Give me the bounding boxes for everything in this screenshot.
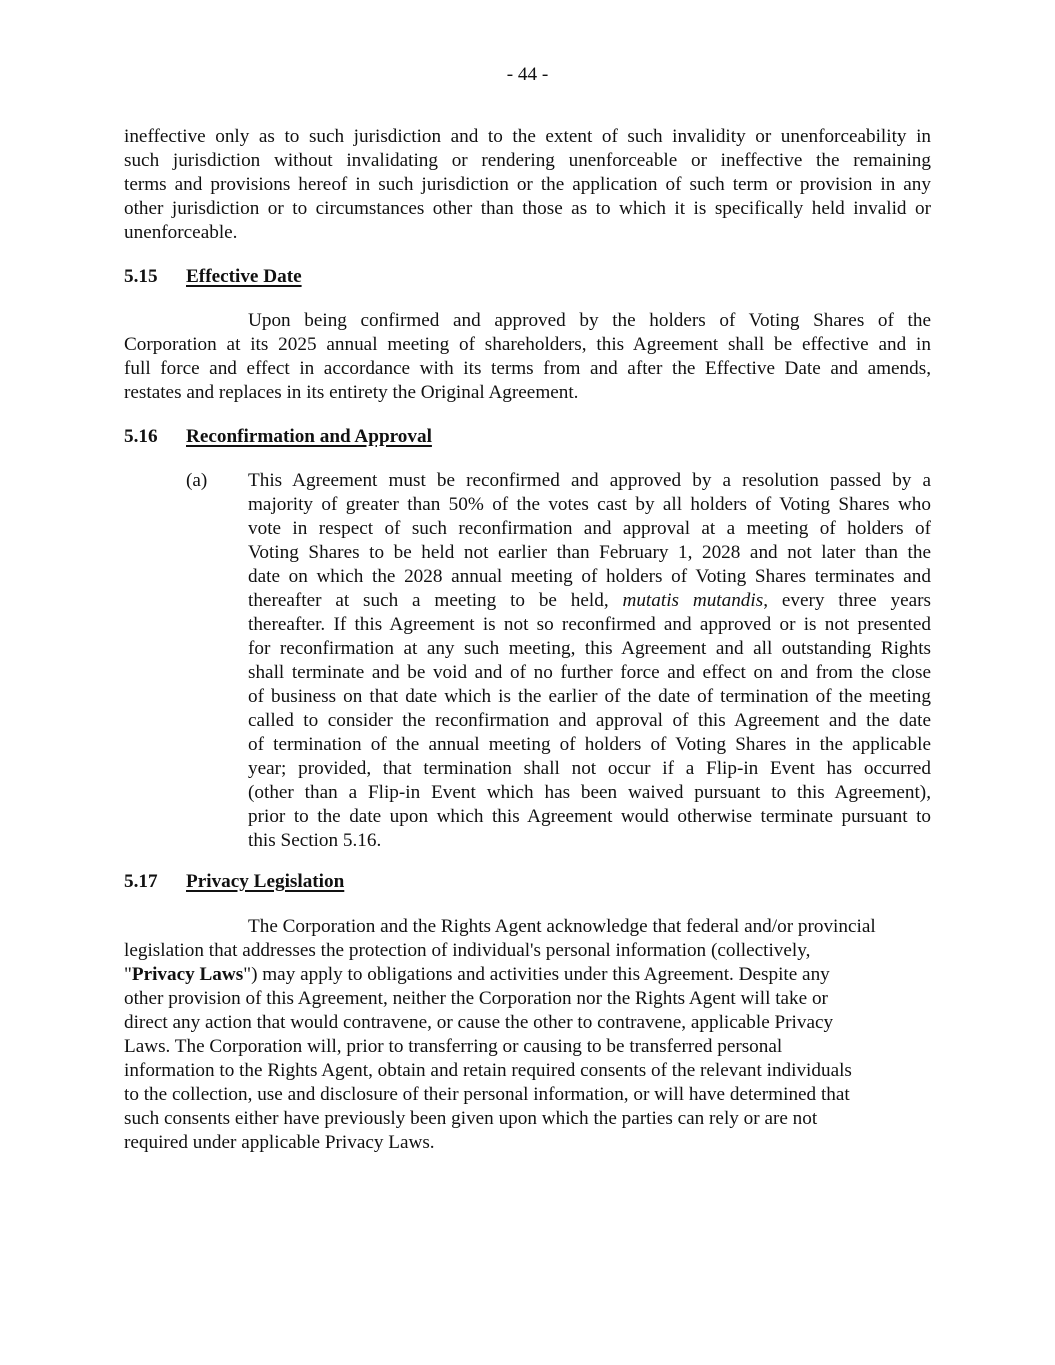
text-line: This Agreement must be reconfirmed and approved by a resolution passed by a [248, 470, 931, 491]
section-number: 5.16 [124, 426, 158, 447]
text-line: prior to the date upon which this Agreement would otherwise terminate pursuant to [248, 806, 931, 827]
text-line: restates and replaces in its entirety the Original Agreement. [124, 382, 579, 403]
text-line: ineffective only as to such jurisdiction and to the extent of such invalidity or unenforceability in [124, 126, 931, 147]
text-line: date on which the 2028 annual meeting of holders of Voting Shares terminates and [248, 566, 931, 587]
text-line: Laws. The Corporation will, prior to transferring or causing to be transferred personal [124, 1036, 783, 1057]
text-line: other provision of this Agreement, neither the Corporation nor the Rights Agent will take or [124, 988, 828, 1009]
section-title: Privacy Legislation [186, 871, 345, 892]
italic-term: mutatis mutandis [622, 590, 764, 611]
text-line: for reconfirmation at any such meeting, this Agreement and all outstanding Rights [248, 638, 931, 659]
text-run: thereafter at such a meeting to be held, [248, 590, 623, 611]
text-line: shall terminate and be void and of no further force and effect on and from the close [248, 662, 931, 683]
section-5-15-paragraph [124, 309, 931, 405]
text-line: year; provided, that termination shall not occur if a Flip-in Event has occurred [248, 758, 931, 779]
defined-term: Privacy Laws [131, 964, 244, 985]
section-number: 5.17 [124, 871, 158, 892]
text-line: legislation that addresses the protection of individual's personal information (collectively, [124, 940, 811, 961]
text-line-with-bold [124, 963, 931, 987]
text-run: , every three years [763, 590, 931, 611]
text-line: vote in respect of such reconfirmation and approval at a meeting of holders of [248, 518, 931, 539]
text-line: direct any action that would contravene, or cause the other to contravene, applicable Privacy [124, 1012, 834, 1033]
text-line: information to the Rights Agent, obtain and retain required consents of the relevant individuals [124, 1060, 852, 1081]
text-line: Corporation at its 2025 annual meeting of shareholders, this Agreement shall be effective and in [124, 334, 931, 355]
text-line: Upon being confirmed and approved by the holders of Voting Shares of the [248, 310, 931, 331]
text-line: such jurisdiction without invalidating or rendering unenforceable or ineffective the remaining [124, 150, 931, 171]
page-number: - 44 - [506, 64, 549, 85]
text-line: this Section 5.16. [248, 830, 382, 851]
text-line: to the collection, use and disclosure of their personal information, or will have determined that [124, 1084, 850, 1105]
text-line-with-italic [248, 589, 931, 613]
text-line: thereafter. If this Agreement is not so reconfirmed and approved or is not presented [248, 614, 931, 635]
section-title: Effective Date [186, 266, 302, 287]
continuation-paragraph [124, 125, 931, 245]
text-line: (other than a Flip-in Event which has been waived pursuant to this Agreement), [248, 782, 931, 803]
text-line: such consents either have previously been given upon which the parties can rely or are not [124, 1108, 818, 1129]
text-line: The Corporation and the Rights Agent acknowledge that federal and/or provincial [248, 916, 876, 937]
text-line: unenforceable. [124, 222, 238, 243]
text-line: full force and effect in accordance with its terms from and after the Effective Date and amends, [124, 358, 931, 379]
section-number: 5.15 [124, 266, 158, 287]
text-line: Voting Shares to be held not earlier than February 1, 2028 and not later than the [248, 542, 931, 563]
text-line: other jurisdiction or to circumstances other than those as to which it is specifically held invalid or [124, 198, 931, 219]
text-line: required under applicable Privacy Laws. [124, 1132, 435, 1153]
section-title: Reconfirmation and Approval [186, 426, 432, 447]
text-line: of termination of the annual meeting of holders of Voting Shares in the applicable [248, 734, 931, 755]
text-run: ") may apply to obligations and activities under this Agreement. Despite any [243, 964, 830, 985]
text-line: of business on that date which is the earlier of the date of termination of the meeting [248, 686, 931, 707]
subitem-label: (a) [186, 470, 208, 491]
subitem-body [248, 469, 931, 853]
text-line: terms and provisions hereof in such jurisdiction or the application of such term or provision in any [124, 174, 931, 195]
text-line: called to consider the reconfirmation and approval of this Agreement and the date [248, 710, 931, 731]
section-5-17-paragraph [124, 915, 931, 1155]
text-run: " [124, 964, 132, 985]
text-line: majority of greater than 50% of the votes cast by all holders of Voting Shares who [248, 494, 931, 515]
